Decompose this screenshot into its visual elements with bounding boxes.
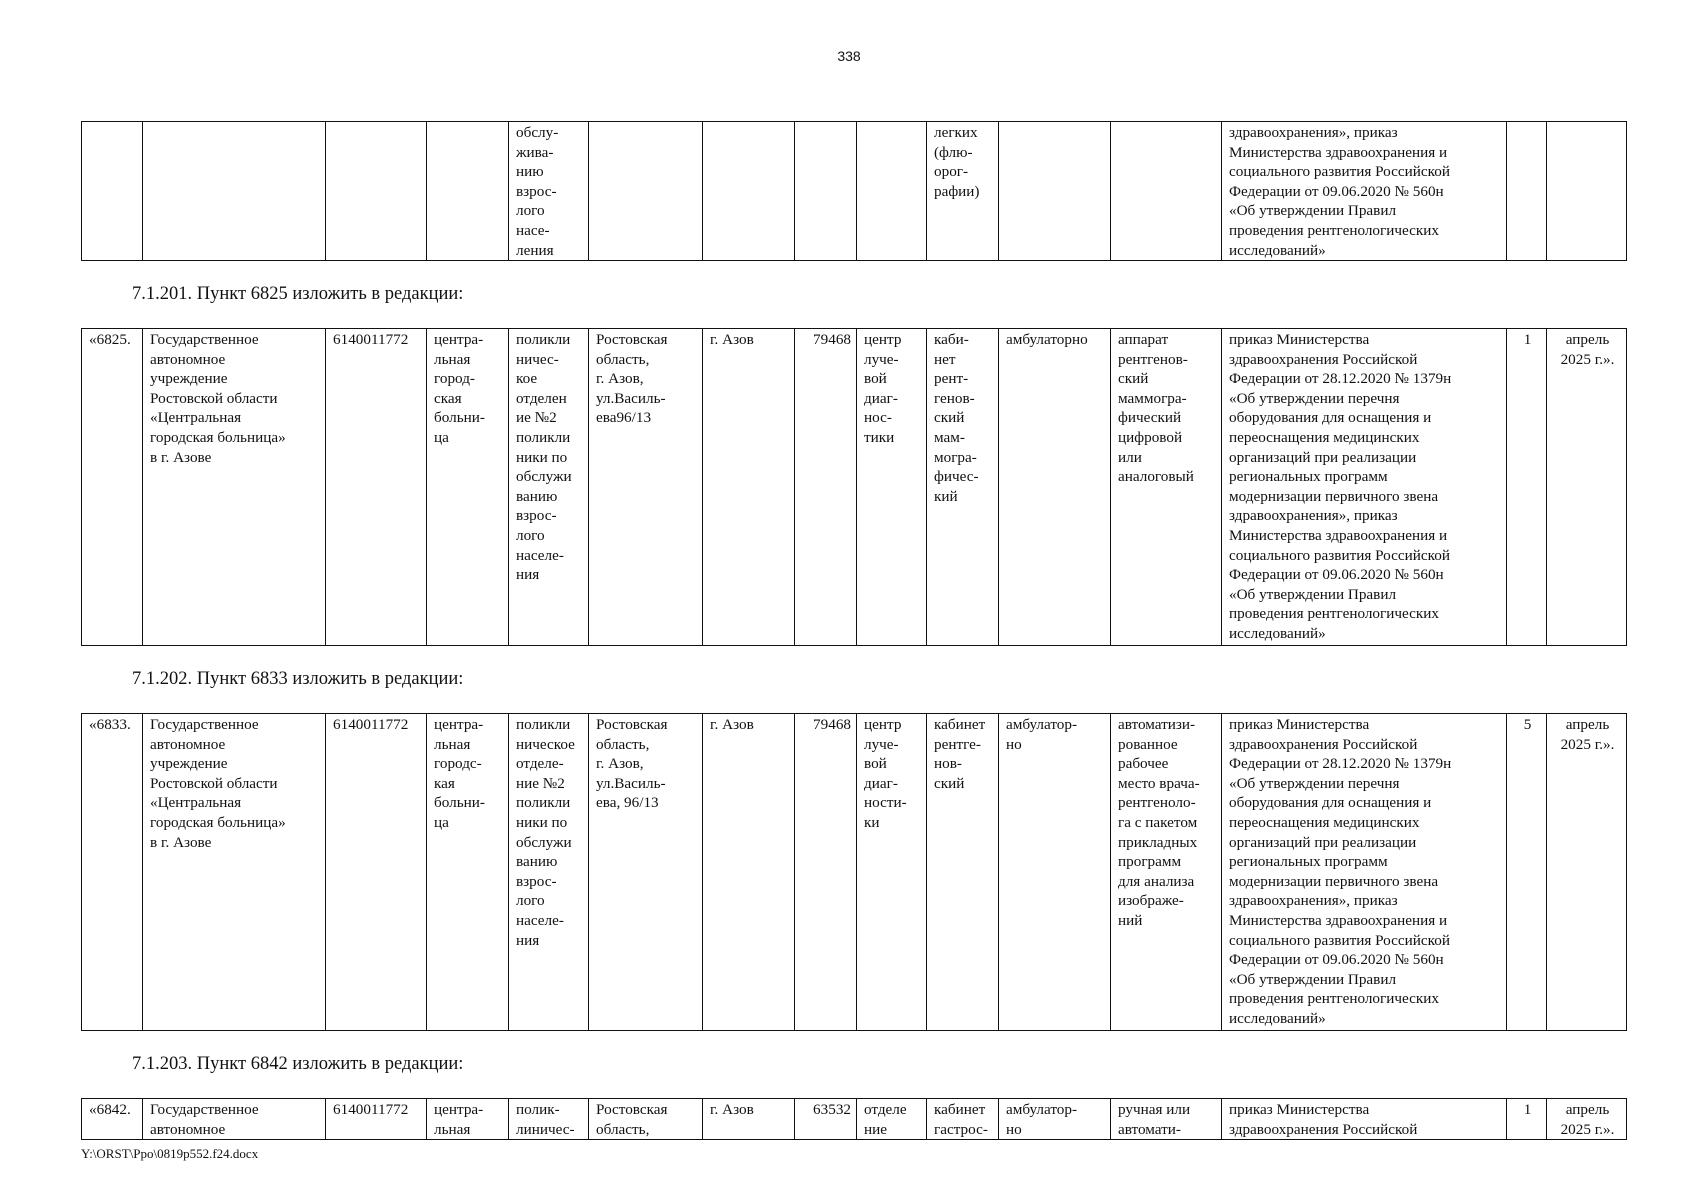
cell-legal-basis: приказ Министерства здравоохранения Российской Федерации от 28.12.2020 № 1379н «Об утверждении перечня оборудования для оснащения и переоснащения медицинских организаций при реализации региональных программ модернизации первичного звена здравоохранения», приказ Министерства здравоохранения и социального развития Российской Федерации от 09.06.2020 № 560н «Об утверждении Правил проведения рентгенологических исследований»: [1222, 714, 1507, 1031]
cell-division: поликли ническое отделе- ние №2 поликли ники по обслужи ванию взрос- лого населе- ния: [509, 714, 589, 1031]
cell-room: каби- нет рент- генов- ский мам- могра- фичес- кий: [927, 329, 999, 646]
table-row: [82, 329, 1627, 646]
cell-number: [82, 122, 143, 261]
cell-org-type: центра- льная городс- кая больни- ца: [427, 714, 509, 1031]
cell-division: поликли ничес- кое отделен ие №2 поликли ники по обслужи ванию взрос- лого населе- ния: [509, 329, 589, 646]
cell-inn: [326, 122, 427, 261]
cell-date: апрель 2025 г.».: [1547, 1099, 1627, 1140]
cell-legal-basis: приказ Министерства здравоохранения Российской: [1222, 1099, 1507, 1140]
cell-city: [703, 122, 795, 261]
table-row: [82, 1099, 1627, 1140]
cell-care-form: амбулатор- но: [999, 714, 1111, 1031]
cell-date: апрель 2025 г.».: [1547, 329, 1627, 646]
table-item-6833: [81, 713, 1627, 1031]
cell-code: 63532: [795, 1099, 857, 1140]
cell-quantity: 1: [1507, 329, 1547, 646]
cell-city: г. Азов: [703, 1099, 795, 1140]
cell-inn: 6140011772: [326, 714, 427, 1031]
table-item-6842: [81, 1098, 1627, 1140]
cell-legal-basis: приказ Министерства здравоохранения Российской Федерации от 28.12.2020 № 1379н «Об утверждении перечня оборудования для оснащения и переоснащения медицинских организаций при реализации региональных программ модернизации первичного звена здравоохранения», приказ Министерства здравоохранения и социального развития Российской Федерации от 09.06.2020 № 560н «Об утверждении Правил проведения рентгенологических исследований»: [1222, 329, 1507, 646]
section-heading-6825: 7.1.201. Пункт 6825 изложить в редакции:: [132, 284, 464, 304]
cell-room: легких (флю- орог- рафии): [927, 122, 999, 261]
cell-code: 79468: [795, 329, 857, 646]
table-row: [82, 122, 1627, 261]
cell-quantity: 1: [1507, 1099, 1547, 1140]
cell-date: апрель 2025 г.».: [1547, 714, 1627, 1031]
cell-organization: Государственное автономное: [143, 1099, 326, 1140]
section-heading-6833: 7.1.202. Пункт 6833 изложить в редакции:: [132, 669, 464, 689]
cell-number: «6825.: [82, 329, 143, 646]
cell-unit: отделе ние: [857, 1099, 927, 1140]
cell-number: «6842.: [82, 1099, 143, 1140]
cell-room: кабинет гастрос-: [927, 1099, 999, 1140]
cell-unit: центр луче- вой диаг- нос- тики: [857, 329, 927, 646]
cell-org-type: центра- льная: [427, 1099, 509, 1140]
cell-care-form: амбулаторно: [999, 329, 1111, 646]
cell-number: «6833.: [82, 714, 143, 1031]
cell-date: [1547, 122, 1627, 261]
cell-division: полик- линичес-: [509, 1099, 589, 1140]
cell-care-form: амбулатор- но: [999, 1099, 1111, 1140]
cell-equipment: аппарат рентгенов- ский маммогра- фический цифровой или аналоговый: [1111, 329, 1222, 646]
cell-city: г. Азов: [703, 329, 795, 646]
section-heading-6842: 7.1.203. Пункт 6842 изложить в редакции:: [132, 1054, 464, 1074]
cell-room: кабинет рентге- нов- ский: [927, 714, 999, 1031]
cell-division: обслу- жива- нию взрос- лого насе- ления: [509, 122, 589, 261]
cell-org-type: [427, 122, 509, 261]
footer-file-path: Y:\ORST\Ppo\0819p552.f24.docx: [81, 1146, 259, 1161]
cell-inn: 6140011772: [326, 1099, 427, 1140]
cell-org-type: центра- льная город- ская больни- ца: [427, 329, 509, 646]
cell-equipment: [1111, 122, 1222, 261]
cell-code: 79468: [795, 714, 857, 1031]
table-item-6825: [81, 328, 1627, 646]
cell-equipment: автоматизи- рованное рабочее место врача- рентгеноло- га с пакетом прикладных программ для анализа изображе- ний: [1111, 714, 1222, 1031]
cell-code: [795, 122, 857, 261]
cell-quantity: 5: [1507, 714, 1547, 1031]
cell-address: Ростовская область,: [589, 1099, 703, 1140]
cell-address: Ростовская область, г. Азов, ул.Василь- ева, 96/13: [589, 714, 703, 1031]
table-row: [82, 714, 1627, 1031]
cell-unit: центр луче- вой диаг- ности- ки: [857, 714, 927, 1031]
cell-address: Ростовская область, г. Азов, ул.Василь- ева96/13: [589, 329, 703, 646]
cell-legal-basis: здравоохранения», приказ Министерства здравоохранения и социального развития Российской Федерации от 09.06.2020 № 560н «Об утверждении Правил проведения рентгенологических исследований»: [1222, 122, 1507, 261]
cell-inn: 6140011772: [326, 329, 427, 646]
cell-city: г. Азов: [703, 714, 795, 1031]
page-number: 338: [837, 48, 861, 64]
table-continued: [81, 121, 1627, 261]
cell-unit: [857, 122, 927, 261]
cell-quantity: [1507, 122, 1547, 261]
cell-organization: Государственное автономное учреждение Ростовской области «Центральная городская больница» в г. Азове: [143, 714, 326, 1031]
cell-address: [589, 122, 703, 261]
cell-organization: Государственное автономное учреждение Ростовской области «Центральная городская больница» в г. Азове: [143, 329, 326, 646]
cell-equipment: ручная или автомати-: [1111, 1099, 1222, 1140]
cell-care-form: [999, 122, 1111, 261]
cell-organization: [143, 122, 326, 261]
